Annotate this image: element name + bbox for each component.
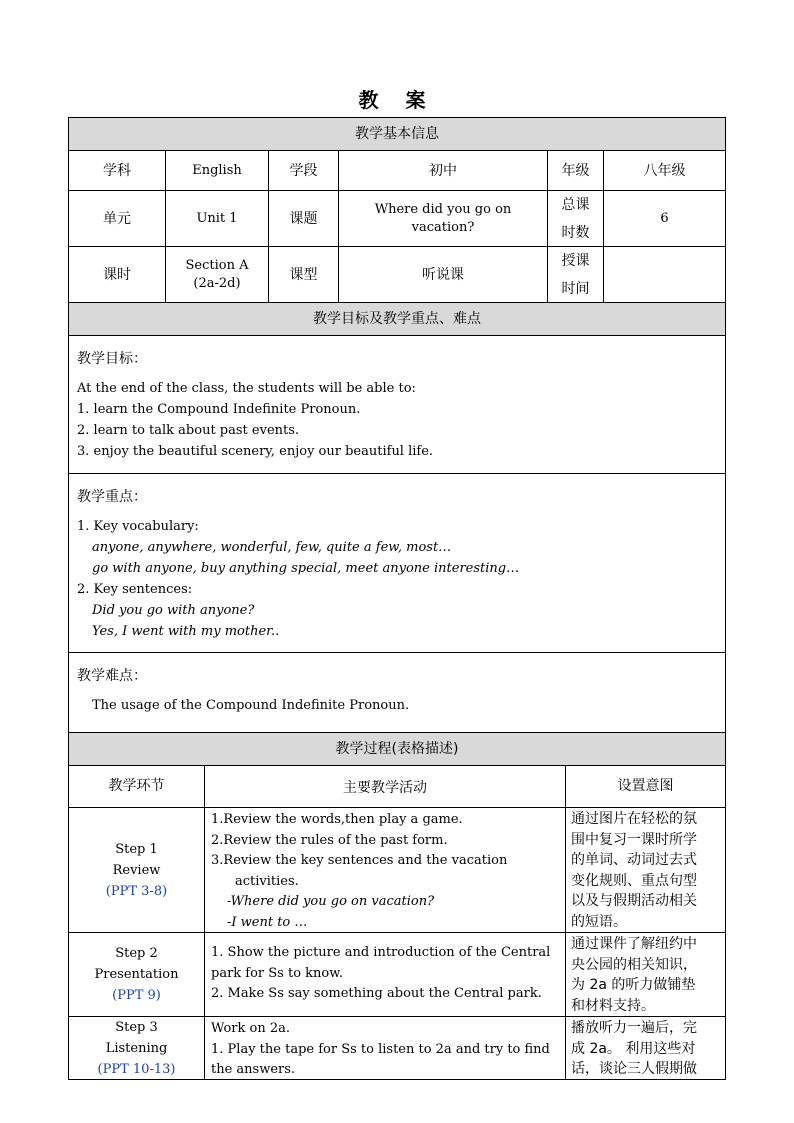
intent-line: 的单词、动词过去式 [571,852,697,868]
difficulty-text: The usage of the Compound Indefinite Pronoun. [92,698,410,713]
activity-line: the answers. [211,1062,296,1077]
step-cell [69,808,205,932]
unit-label: 单元 [69,191,166,246]
step-name: Listening [105,1040,168,1056]
objective-line: 1. learn the Compound Indefinite Pronoun. [77,402,361,417]
basic-row-3 [69,247,725,303]
step-ppt: (PPT 10-13) [97,1061,176,1077]
activity-line: 1. Play the tape for Ss to listen to 2a and try to find [211,1041,550,1057]
step-number: Step 2 [115,946,158,961]
intent-line: 围中复习一课时所学 [571,831,697,848]
col-header-stage: 教学环节 [69,766,205,807]
intent-line: 变化规则、重点句型 [571,872,697,889]
activity-line: park for Ss to know. [211,965,343,981]
activity-cell [205,808,566,932]
period-value-line2: (2a-2d) [193,275,241,291]
process-row-step1 [69,808,725,933]
intent-line: 话，谈论三人假期做 [571,1061,697,1077]
activity-line: Work on 2a. [211,1021,291,1036]
step-ppt: (PPT 3-8) [105,883,168,899]
teaching-time-value [604,247,725,302]
grade-value: 八年级 [643,162,686,179]
key-points-label: 教学重点： [77,489,147,505]
total-hours-value: 6 [660,210,669,226]
step-name: Review [112,862,161,878]
total-hours-label-line2: 时数 [561,224,590,241]
activity-line: 2. Make Ss say something about the Central park. [211,986,542,1001]
intent-line: 和材料支持。 [571,997,655,1014]
intent-line: 成 2a。 利用这些对 [571,1040,696,1057]
grade-label: 年级 [548,151,604,190]
intent-line: 通过课件了解纽约中 [571,936,697,952]
key-vocab-line: anyone, anywhere, wonderful, few, quite a few, most… [92,540,452,555]
lesson-type-label: 课型 [269,247,339,302]
stage-label: 学段 [269,151,339,190]
process-row-step3 [69,1017,725,1079]
objectives-block [69,348,725,474]
step-cell [69,1017,205,1079]
objectives-label: 教学目标： [77,351,147,367]
intent-cell [566,933,725,1016]
intent-line: 通过图片在轻松的氛 [571,811,697,827]
teaching-time-label [548,247,604,302]
activity-line: activities. [235,873,299,889]
period-value-line1: Section A [185,257,249,273]
step-cell [69,933,205,1016]
teaching-time-label-line1: 授课 [561,252,590,269]
key-sentence: Yes, I went with my mother.. [92,624,280,639]
objective-line: 3. enjoy the beautiful scenery, enjoy our beautiful life. [77,444,434,459]
key-vocab-label: 1. Key vocabulary: [77,519,199,534]
activity-cell [205,933,566,1016]
page-title: 教 案 [358,88,436,112]
step-number: Step 1 [115,841,158,857]
topic-label: 课题 [269,191,339,246]
period-value [166,247,269,302]
objective-line: 2. learn to talk about past events. [77,423,300,438]
intent-cell [566,1017,725,1079]
lesson-plan-table [68,117,726,1080]
lesson-type-value: 听说课 [339,247,548,302]
process-header: 教学过程(表格描述) [69,733,725,766]
activity-line: 2.Review the rules of the past form. [211,832,448,848]
unit-value: Unit 1 [166,191,269,246]
subject-label: 学科 [69,151,166,190]
basic-row-1 [69,151,725,191]
activity-line: 3.Review the key sentences and the vacation [211,853,508,868]
intent-line: 的短语。 [571,913,627,930]
stage-value: 初中 [339,151,548,190]
step-name: Presentation [94,967,179,982]
key-sentence: Did you go with anyone? [92,603,255,618]
difficulty-label: 教学难点： [77,668,147,684]
activity-line: -Where did you go on vacation? [227,894,435,909]
activity-cell [205,1017,566,1079]
process-row-step2 [69,933,725,1017]
basic-row-2 [69,191,725,247]
intent-line: 为 2a 的听力做铺垫 [571,977,696,993]
period-label: 课时 [69,247,166,302]
subject-value: English [166,151,269,190]
objective-line: At the end of the class, the students will be able to: [77,381,416,396]
goals-header: 教学目标及教学重点、难点 [69,303,725,336]
key-points-block [69,486,725,653]
step-ppt: (PPT 9) [112,988,161,1003]
intent-line: 以及与假期活动相关 [571,893,697,909]
step-number: Step 3 [115,1019,158,1035]
activity-line: 1. Show the picture and introduction of the Central [211,945,551,960]
intent-line: 播放听力一遍后，完 [571,1020,697,1036]
teaching-time-label-line2: 时间 [561,280,590,297]
intent-cell [566,808,725,932]
difficulty-block [69,665,725,733]
col-header-intent: 设置意图 [617,778,674,795]
activity-line: -I went to … [227,914,308,930]
intent-line: 央公园的相关知识， [571,956,697,973]
col-header-activities: 主要教学活动 [205,766,566,807]
key-vocab-line: go with anyone, buy anything special, meet anyone interesting… [92,561,520,576]
total-hours-label [548,191,604,246]
total-hours-label-line1: 总课 [561,196,590,213]
key-sentences-label: 2. Key sentences: [77,582,193,597]
topic-value: Where did you go on vacation? [339,191,548,246]
basic-info-header: 教学基本信息 [69,118,725,151]
activity-line: 1.Review the words,then play a game. [211,812,463,827]
process-column-headers [69,766,725,808]
